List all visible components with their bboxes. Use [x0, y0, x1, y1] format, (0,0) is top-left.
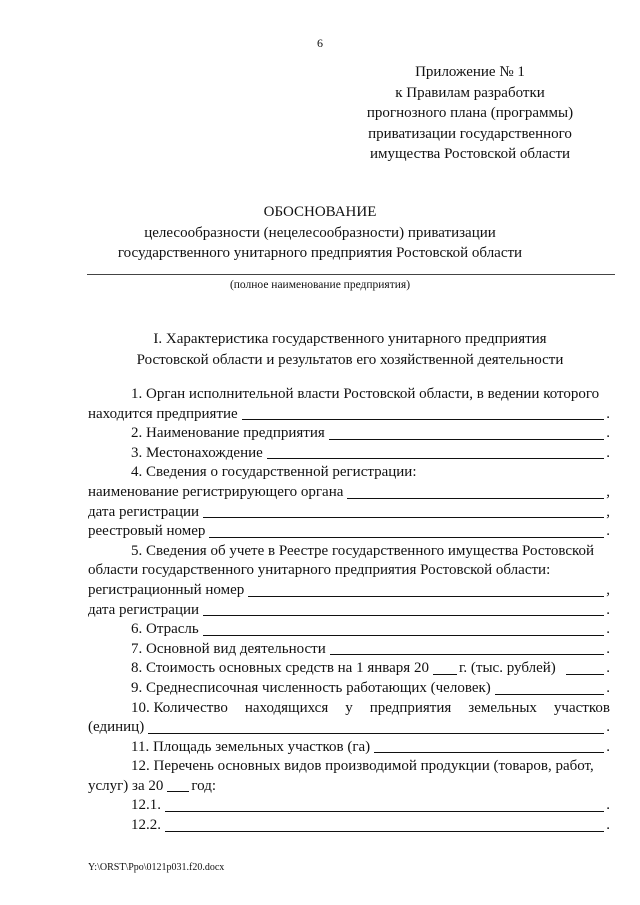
item-text: области государственного унитарного предприятия Ростовской области: [88, 562, 551, 579]
appendix-reference [340, 62, 600, 165]
item-12-line-2 [88, 777, 610, 797]
appendix-line: имущества Ростовской области [369, 146, 571, 162]
blank-field [267, 458, 604, 459]
item-6 [88, 620, 610, 640]
section-line: I. Характеристика государственного унитарного предприятия [153, 331, 547, 347]
item-text: год: [191, 777, 217, 794]
item-4-number [88, 522, 610, 542]
appendix-line: Приложение № 1 [415, 64, 525, 80]
item-word: находящихся [244, 699, 329, 716]
enterprise-name-caption: (полное наименование предприятия) [229, 279, 411, 291]
item-word: предприятия [369, 699, 452, 716]
item-3 [88, 444, 610, 464]
item-1-line-2 [88, 405, 610, 425]
item-text: 2. Наименование предприятия [131, 425, 325, 442]
item-text: 1. Орган исполнительной власти Ростовской области, в ведении которого [131, 386, 600, 402]
item-text: регистрационный номер [88, 581, 245, 598]
punct: , [606, 503, 610, 520]
item-text: наименование регистрирующего органа [88, 483, 344, 500]
item-10-line-2 [88, 718, 610, 738]
item-text: услуг) за 20 [88, 777, 164, 794]
punct: . [606, 523, 610, 540]
blank-field [203, 635, 605, 636]
item-text: дата регистрации [88, 503, 200, 520]
item-text: 12.2. [131, 817, 161, 834]
punct: . [606, 738, 610, 755]
item-7 [88, 640, 610, 660]
blank-field [148, 733, 604, 734]
blank-field [329, 439, 604, 440]
item-word: 10. Количество [131, 699, 228, 716]
blank-field [374, 752, 604, 753]
section-heading [100, 329, 600, 370]
item-1-line-1 [88, 385, 610, 405]
blank-field [203, 517, 604, 518]
appendix-line: к Правилам разработки [395, 84, 545, 101]
item-text: 3. Местонахождение [131, 444, 263, 461]
item-11 [88, 738, 610, 758]
item-text: 12.1. [131, 797, 161, 814]
item-text: 12. Перечень основных видов производимой продукции (товаров, работ, [131, 758, 594, 775]
punct: . [606, 621, 610, 638]
title-line: государственного унитарного предприятия Ростовской области [117, 245, 523, 261]
item-text: 11. Площадь земельных участков (га) [131, 738, 371, 755]
punct: . [606, 797, 610, 814]
appendix-line: приватизации государственного [368, 125, 572, 142]
punct: . [606, 444, 610, 461]
item-word: у [345, 699, 353, 716]
blank-field [495, 694, 604, 695]
punct: . [606, 817, 610, 834]
item-10-line-1 [88, 699, 610, 719]
item-5-number [88, 581, 610, 601]
year-blank [433, 674, 457, 675]
punct: . [606, 719, 610, 736]
item-9 [88, 679, 610, 699]
punct: . [606, 679, 610, 696]
punct: , [606, 581, 610, 598]
item-word: земельных [468, 699, 537, 716]
punct: . [606, 640, 610, 657]
footer-file-path: Y:\ORST\Ppo\0121p031.f20.docx [88, 862, 225, 873]
punct: . [606, 601, 610, 618]
item-4-registrar [88, 483, 610, 503]
section-line: Ростовской области и результатов его хозяйственной деятельности [136, 351, 564, 368]
item-text: 8. Стоимость основных средств на 1 января 20 [131, 660, 429, 677]
punct: . [606, 405, 610, 422]
page-number: 6 [317, 36, 323, 50]
item-text: г. (тыс. рублей) [458, 660, 556, 677]
item-12-line-1 [88, 757, 610, 777]
item-5-date [88, 601, 610, 621]
blank-field [165, 811, 604, 812]
item-4-date [88, 503, 610, 523]
blank-field [242, 419, 605, 420]
blank-field [165, 831, 604, 832]
item-text: 4. Сведения о государственной регистрации: [131, 464, 417, 481]
year-blank [167, 791, 189, 792]
item-8 [88, 659, 610, 679]
punct: , [606, 483, 610, 500]
item-text: 6. Отрасль [131, 621, 199, 638]
blank-field [347, 498, 604, 499]
item-text: (единиц) [88, 719, 145, 736]
item-text: находится предприятие [88, 405, 238, 422]
blank-field [248, 596, 604, 597]
punct: . [606, 425, 610, 442]
punct: . [606, 660, 610, 677]
item-4 [88, 463, 610, 483]
item-text: 5. Сведения об учете в Реестре государственного имущества Ростовской [131, 542, 595, 559]
item-12-1 [88, 796, 610, 816]
title-line: целесообразности (нецелесообразности) приватизации [144, 224, 496, 241]
item-text: 9. Среднесписочная численность работающих (человек) [131, 679, 491, 696]
blank-field [209, 537, 604, 538]
blank-field [330, 654, 604, 655]
item-2 [88, 424, 610, 444]
enterprise-name-blank [87, 274, 615, 275]
title-heading: ОБОСНОВАНИЕ [263, 204, 377, 220]
form-body [88, 385, 610, 836]
item-5-line-1 [88, 542, 610, 562]
item-12-2 [88, 816, 610, 836]
item-text: реестровый номер [88, 523, 206, 540]
item-word: участков [553, 699, 610, 716]
document-title [0, 202, 640, 264]
item-text: 7. Основной вид деятельности [131, 640, 326, 657]
blank-field [566, 674, 605, 675]
item-text: дата регистрации [88, 601, 200, 618]
item-5-line-2 [88, 561, 610, 581]
blank-field [203, 615, 604, 616]
appendix-line: прогнозного плана (программы) [366, 105, 574, 121]
